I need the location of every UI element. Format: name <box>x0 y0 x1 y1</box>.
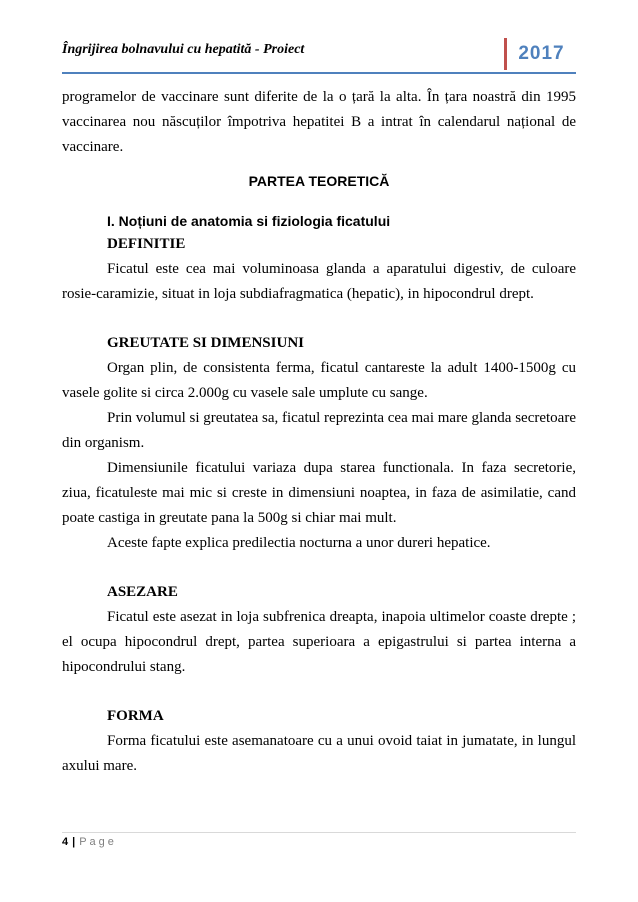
header-year: 2017 <box>504 38 576 70</box>
page-header <box>62 38 576 72</box>
asezare-heading: ASEZARE <box>107 584 178 600</box>
page-label: Page <box>79 836 117 848</box>
greutate-paragraph-2: Prin volumul si greutatea sa, ficatul reprezinta cea mai mare glanda secretoare din organism. <box>62 410 576 451</box>
asezare-text: Ficatul este asezat in loja subfrenica dreapta, inapoia ultimelor coaste drepte ; el ocupa hipocondrul drept, partea superioara a epigastrului si partea interna a hipocondrului stang. <box>62 609 576 675</box>
chapter-title: I. Noțiuni de anatomia si fiziologia ficatului <box>107 213 391 229</box>
footer-divider <box>62 832 576 833</box>
part-title: PARTEA TEORETICĂ <box>248 173 390 189</box>
greutate-paragraph-1: Organ plin, de consistenta ferma, ficatul cantareste la adult 1400-1500g cu vasele golite si circa 2.000g cu vasele sale umplute cu sange. <box>62 360 576 401</box>
definitie-heading: DEFINITIE <box>107 236 186 252</box>
document-title: Îngrijirea bolnavului cu hepatită - Proiect <box>62 42 305 57</box>
definitie-text: Ficatul este cea mai voluminoasa glanda a aparatului digestiv, de culoare rosie-caramizie, situat in loja subdiafragmatica (hepatic), in hipocondrul drept. <box>62 261 576 302</box>
footer-separator: | <box>72 836 76 848</box>
document-body <box>62 85 576 779</box>
greutate-paragraph-3: Dimensiunile ficatului variaza dupa starea functionala. In faza secretorie, ziua, ficatuleste mai mic si creste in dimensiuni noaptea, in faza de asimilatie, cand poate castiga in greutate pana la 500g si chiar mai mult. <box>62 460 576 526</box>
header-divider <box>62 72 576 74</box>
page-footer <box>62 836 117 848</box>
forma-heading: FORMA <box>107 708 164 724</box>
greutate-heading: GREUTATE SI DIMENSIUNI <box>107 335 304 351</box>
greutate-paragraph-4: Aceste fapte explica predilectia nocturna a unor dureri hepatice. <box>107 535 491 551</box>
intro-paragraph: programelor de vaccinare sunt diferite de la o țară la alta. În țara noastră din 1995 vaccinarea nou născuților împotriva hepatitei B a intrat în calendarul național de vaccinare. <box>62 89 576 155</box>
page-number: 4 <box>62 836 69 848</box>
forma-text: Forma ficatului este asemanatoare cu a unui ovoid taiat in jumatate, in lungul axului mare. <box>62 733 576 774</box>
